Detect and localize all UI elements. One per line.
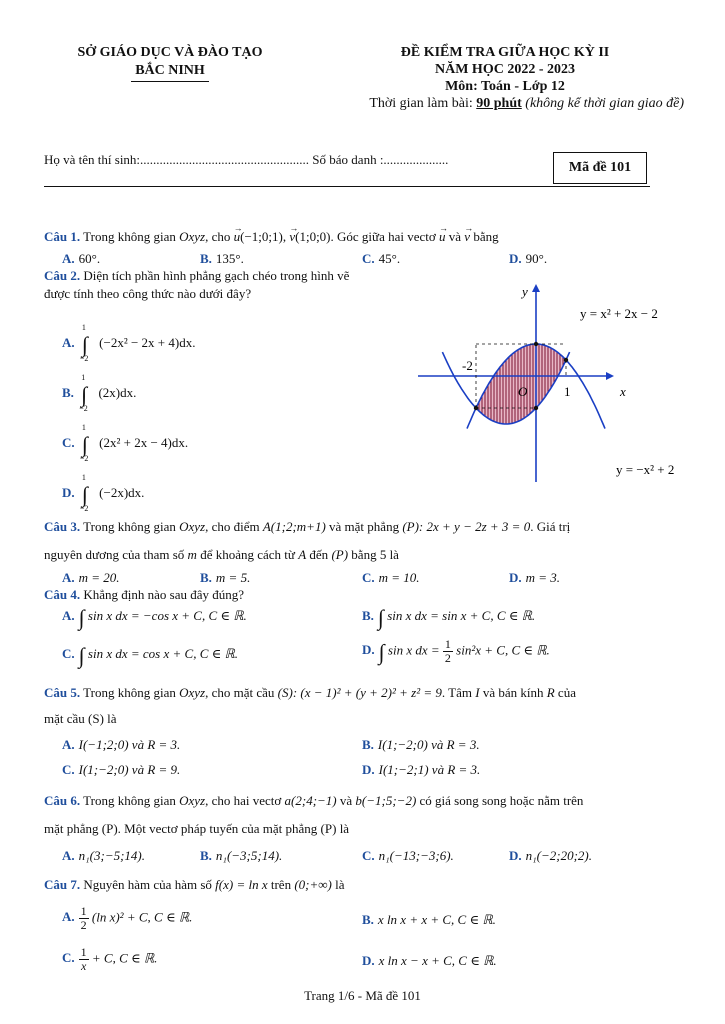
- option-text: (−2x² − 2x + 4)dx.: [99, 335, 196, 350]
- fraction: [79, 946, 89, 973]
- upper-limit: 1: [81, 323, 86, 333]
- integral-sign: ∫: [377, 605, 384, 630]
- question-3-line2: [44, 546, 399, 564]
- q4-option-c[interactable]: [62, 643, 238, 669]
- q7-option-d[interactable]: [362, 953, 497, 969]
- student-info-line: Họ và tên thí sinh:.................................................... Số báo danh :....................: [44, 152, 449, 167]
- option-text: (ln x)² + C, C ∈ ℝ.: [91, 909, 193, 925]
- fraction: [443, 638, 453, 665]
- option-letter: D.: [362, 762, 375, 777]
- vector-v: → v: [289, 228, 295, 246]
- q1-text: . Góc giữa hai vectơ: [330, 229, 436, 244]
- option-letter: C.: [62, 762, 75, 777]
- y-axis-label: y: [522, 284, 528, 299]
- q7-function: f(x) = ln x: [215, 877, 268, 892]
- option-text: (2x)dx.: [98, 385, 137, 400]
- q1-text: và: [448, 229, 462, 244]
- intersection-point: [474, 406, 478, 410]
- question-number: Câu 5.: [44, 685, 81, 700]
- upper-curve-label: y = x² + 2x − 2: [580, 306, 658, 321]
- numerator: 1: [80, 904, 87, 918]
- question-2: [44, 267, 414, 303]
- question-number: Câu 3.: [44, 519, 81, 534]
- question-number: Câu 2.: [44, 268, 81, 283]
- option-text: n₁(3;−5;14).: [78, 848, 145, 863]
- tick-label-neg2: -2: [462, 358, 473, 373]
- integral-sign: ∫: [378, 639, 385, 665]
- q1-text: , cho: [205, 229, 231, 244]
- q6-text: có giá song song hoặc nằm trên: [419, 793, 584, 808]
- lower-limit: −2: [79, 504, 89, 514]
- q5-option-d[interactable]: [362, 762, 480, 778]
- q5-oxyz: Oxyz: [179, 685, 206, 700]
- q3-text: , cho điểm: [205, 519, 260, 534]
- q3-text: . Giá trị: [530, 519, 571, 534]
- q2-text: Diện tích phần hình phẳng gạch chéo trong hình vẽ: [83, 268, 350, 283]
- tick-label-1: 1: [564, 384, 571, 399]
- lower-limit: −2: [79, 354, 89, 364]
- q2-option-a[interactable]: [62, 323, 196, 364]
- origin-label: O: [518, 384, 528, 399]
- option-text: 90°.: [525, 251, 548, 266]
- option-text: x ln x + x + C, C ∈ ℝ.: [377, 912, 496, 927]
- q2-option-b[interactable]: [62, 373, 137, 414]
- question-number: Câu 6.: [44, 793, 81, 808]
- q3-plane: (P): 2x + y − 2z + 3 = 0: [402, 519, 531, 534]
- option-letter: B.: [200, 251, 212, 266]
- option-letter: C.: [62, 646, 75, 661]
- q6-text: và: [339, 793, 353, 808]
- option-text: n₁(−13;−3;6).: [378, 848, 454, 863]
- denominator: x: [80, 959, 87, 973]
- option-text: + C, C ∈ ℝ.: [91, 950, 158, 966]
- vector-a: a(2;4;−1): [284, 793, 337, 808]
- time-value: 90 phút: [476, 96, 522, 111]
- time-note: (không kể thời gian giao đề): [525, 96, 684, 111]
- option-letter: A.: [62, 570, 75, 585]
- upper-limit: 1: [81, 373, 86, 383]
- option-letter: B.: [362, 737, 374, 752]
- intersection-point: [564, 358, 568, 362]
- option-text: 45°.: [378, 251, 401, 266]
- q1-oxyz: Oxyz: [179, 229, 206, 244]
- option-letter: C.: [62, 950, 75, 966]
- q5-option-b[interactable]: [362, 737, 480, 753]
- question-5: [44, 684, 576, 702]
- vector-u: → u: [439, 228, 446, 246]
- denominator: 2: [444, 651, 451, 665]
- q1-text: bằng: [473, 229, 499, 244]
- integral-sign: ∫: [81, 382, 88, 407]
- integral-sign: ∫: [81, 432, 88, 457]
- option-text: I(1;−2;0) và R = 3.: [377, 737, 480, 752]
- option-text: 135°.: [215, 251, 244, 266]
- question-3: [44, 518, 570, 536]
- province-name: BẮC NINH: [131, 62, 209, 82]
- option-letter: A.: [62, 251, 75, 266]
- q6-option-b[interactable]: [200, 848, 282, 864]
- question-5-line2: [44, 710, 117, 728]
- question-7: [44, 876, 345, 894]
- x-axis-label: x: [620, 384, 626, 399]
- upper-limit: 1: [81, 473, 86, 483]
- option-text: n₁(−2;20;2).: [525, 848, 592, 863]
- q1-option-b[interactable]: [200, 251, 244, 267]
- q3-option-c[interactable]: [362, 570, 420, 586]
- question-6: [44, 792, 583, 810]
- x-axis-arrow: [606, 372, 614, 380]
- option-text: sin x dx = sin x + C, C ∈ ℝ.: [387, 608, 536, 623]
- q7-option-a[interactable]: [62, 905, 192, 932]
- q3-text: nguyên dương của tham số: [44, 547, 185, 562]
- option-letter: B.: [362, 608, 374, 623]
- vector-b: b(−1;5;−2): [355, 793, 417, 808]
- integral-sign: ∫: [81, 332, 88, 357]
- option-text: sin²x + C, C ∈ ℝ.: [456, 642, 550, 658]
- option-text: m = 10.: [378, 570, 420, 585]
- option-text: x ln x − x + C, C ∈ ℝ.: [378, 953, 497, 968]
- q6-text: Trong không gian: [83, 793, 176, 808]
- option-letter: C.: [362, 570, 375, 585]
- option-text: n₁(−3;5;14).: [215, 848, 283, 863]
- subject: Môn: Toán - Lớp 12: [445, 79, 565, 94]
- q5-sphere: (S): (x − 1)² + (y + 2)² + z² = 9: [277, 685, 442, 700]
- q4-text: Khẳng định nào sau đây đúng?: [83, 587, 245, 602]
- vector-u-coords: (−1;0;1): [240, 229, 283, 244]
- q3-text: đến: [309, 547, 329, 562]
- vector-u: → u: [234, 228, 241, 246]
- y-axis-arrow: [532, 284, 540, 292]
- q3-option-b[interactable]: [200, 570, 250, 586]
- question-number: Câu 7.: [44, 877, 81, 892]
- lower-limit: −2: [79, 454, 89, 464]
- option-text: (−2x)dx.: [99, 485, 145, 500]
- exam-header: [320, 44, 690, 112]
- q1-option-d[interactable]: [509, 251, 547, 267]
- q5-radius: R: [546, 685, 555, 700]
- q2-text: được tính theo công thức nào dưới đây?: [44, 286, 252, 301]
- option-letter: A.: [62, 737, 75, 752]
- question-number: Câu 1.: [44, 229, 81, 244]
- axis-point: [534, 342, 538, 346]
- option-text: sin x dx =: [387, 642, 440, 658]
- option-letter: D.: [509, 848, 522, 863]
- option-text: sin x dx = cos x + C, C ∈ ℝ.: [87, 646, 239, 661]
- integral-sign: ∫: [78, 605, 85, 630]
- q2-option-d[interactable]: [62, 473, 145, 514]
- vector-v-coords: (1;0;0): [295, 229, 331, 244]
- q5-option-a[interactable]: [62, 737, 180, 753]
- q4-option-a[interactable]: [62, 605, 247, 631]
- exam-title: ĐỀ KIỂM TRA GIỮA HỌC KỲ II: [400, 45, 610, 60]
- q5-center: I: [475, 685, 480, 700]
- q3-option-a[interactable]: [62, 570, 120, 586]
- option-text: (2x² + 2x − 4)dx.: [99, 435, 189, 450]
- q7-domain: (0;+∞): [294, 877, 332, 892]
- denominator: 2: [80, 918, 87, 932]
- q3-point-name: A: [298, 547, 307, 562]
- q2-option-c[interactable]: [62, 423, 189, 464]
- integral-sign: ∫: [78, 643, 85, 668]
- option-letter: C.: [362, 251, 375, 266]
- lower-curve-label: y = −x² + 2: [616, 462, 675, 477]
- option-text: m = 3.: [525, 570, 561, 585]
- upper-limit: 1: [81, 423, 86, 433]
- q3-text: Trong không gian: [83, 519, 176, 534]
- q5-text: và bán kính: [482, 685, 544, 700]
- option-text: 60°.: [78, 251, 101, 266]
- q6-oxyz: Oxyz: [179, 793, 206, 808]
- q5-text: mặt cầu (S) là: [44, 711, 117, 726]
- option-text: I(1;−2;0) và R = 9.: [78, 762, 181, 777]
- fraction: [79, 905, 89, 932]
- q3-text: để khoảng cách từ: [200, 547, 295, 562]
- q5-text: , cho mặt cầu: [205, 685, 275, 700]
- q6-option-c[interactable]: [362, 848, 454, 864]
- vector-v: → v: [464, 228, 470, 246]
- lower-limit: −2: [79, 404, 88, 414]
- q4-option-b[interactable]: [362, 605, 535, 631]
- q5-option-c[interactable]: [62, 762, 180, 778]
- option-letter: C.: [362, 848, 375, 863]
- option-letter: A.: [62, 608, 75, 623]
- q6-text: , cho hai vectơ: [205, 793, 282, 808]
- q1-option-a[interactable]: [62, 251, 100, 267]
- area-graph: [410, 282, 710, 492]
- q7-option-c[interactable]: [62, 946, 157, 973]
- page-footer: Trang 1/6 - Mã đề 101: [304, 988, 421, 1003]
- integral-sign: ∫: [81, 482, 88, 507]
- q1-text: Trong không gian: [83, 229, 176, 244]
- q3-plane-name: (P): [331, 547, 349, 562]
- option-letter: B.: [362, 912, 374, 927]
- q6-option-a[interactable]: [62, 848, 145, 864]
- exam-time: [320, 95, 690, 112]
- q3-text: và mặt phẳng: [329, 519, 400, 534]
- q3-param: m: [187, 547, 197, 562]
- numerator: 1: [80, 945, 87, 959]
- question-number: Câu 4.: [44, 587, 81, 602]
- option-letter: B.: [200, 848, 212, 863]
- q6-text: mặt phẳng (P). Một vectơ pháp tuyến của mặt phẳng (P) là: [44, 821, 350, 836]
- option-letter: D.: [362, 642, 375, 658]
- question-6-line2: [44, 820, 349, 838]
- option-letter: D.: [509, 251, 522, 266]
- option-letter: C.: [62, 435, 75, 450]
- option-letter: B.: [200, 570, 212, 585]
- option-letter: B.: [62, 385, 74, 400]
- q5-text: của: [557, 685, 576, 700]
- q3-oxyz: Oxyz: [179, 519, 206, 534]
- q3-option-d[interactable]: [509, 570, 560, 586]
- q6-option-d[interactable]: [509, 848, 592, 864]
- option-letter: D.: [62, 485, 75, 500]
- question-4: [44, 586, 244, 604]
- q1-option-c[interactable]: [362, 251, 400, 267]
- q3-point: A(1;2;m+1): [262, 519, 326, 534]
- option-letter: A.: [62, 909, 75, 925]
- department-header: [40, 44, 300, 82]
- question-1: Câu 1. Trong không gian Oxyz, cho → u(−1;0;1), → v(1;0;0). Góc giữa hai vectơ → u và → v bằng: [44, 228, 499, 246]
- axis-point: [534, 406, 538, 410]
- exam-code-box: Mã đề 101: [553, 152, 647, 184]
- numerator: 1: [444, 637, 451, 651]
- q7-text: Nguyên hàm của hàm số: [83, 877, 212, 892]
- q4-option-d[interactable]: [362, 638, 550, 665]
- school-year: NĂM HỌC 2022 - 2023: [435, 62, 575, 77]
- option-text: m = 5.: [215, 570, 251, 585]
- option-letter: A.: [62, 848, 75, 863]
- option-letter: D.: [362, 953, 375, 968]
- time-label: Thời gian làm bài:: [369, 96, 473, 111]
- q7-option-b[interactable]: [362, 912, 496, 928]
- q7-text: là: [335, 877, 345, 892]
- q3-text: bằng 5 là: [351, 547, 399, 562]
- option-letter: D.: [509, 570, 522, 585]
- option-text: I(−1;2;0) và R = 3.: [78, 737, 181, 752]
- option-letter: A.: [62, 335, 75, 350]
- q5-text: . Tâm: [441, 685, 472, 700]
- header-divider: [44, 186, 650, 187]
- option-text: sin x dx = −cos x + C, C ∈ ℝ.: [87, 608, 247, 623]
- option-text: I(1;−2;1) và R = 3.: [378, 762, 481, 777]
- q5-text: Trong không gian: [83, 685, 176, 700]
- option-text: m = 20.: [78, 570, 120, 585]
- department-name: SỞ GIÁO DỤC VÀ ĐÀO TẠO: [77, 45, 263, 60]
- q7-text: trên: [270, 877, 292, 892]
